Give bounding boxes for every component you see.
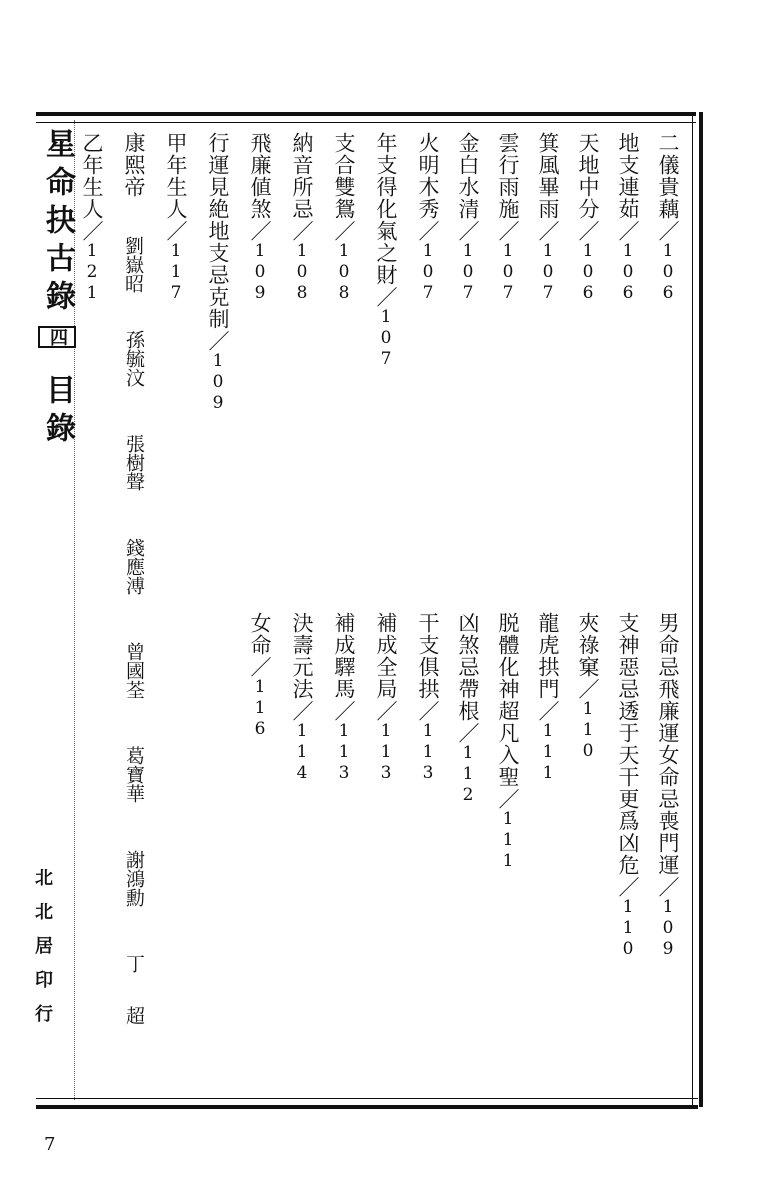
name-item: 超: [123, 1006, 145, 1025]
toc-entry: 天地中分／106: [576, 132, 600, 304]
toc-entry: 干支俱拱／113: [416, 612, 440, 784]
toc-entry: 凶煞忌帶根／112: [456, 612, 480, 806]
book-title: 星命抉古錄: [40, 128, 75, 318]
toc-entry: 康熙帝: [122, 132, 146, 198]
toc-entry: 龍虎拱門／111: [536, 612, 560, 784]
toc-entry: 女命／116: [248, 612, 272, 740]
name-item: 曾國荃: [123, 642, 145, 699]
toc-entry: 補成全局／113: [374, 612, 398, 784]
toc-entry: 二儀貴藕／106: [656, 132, 680, 304]
toc-entry: 地支連茹／106: [616, 132, 640, 304]
toc-entry: 乙年生人／121: [80, 132, 104, 304]
toc-entry: 支合雙鴛／108: [332, 132, 356, 304]
toc-entry: 支神惡忌透于天干更爲凶危／110: [616, 612, 640, 960]
frame-bottom-border: [36, 1098, 698, 1109]
name-item: 葛寶華: [123, 746, 145, 803]
page-number: 7: [44, 1134, 56, 1155]
name-item: 張樹聲: [123, 434, 145, 491]
frame-right-border: [692, 112, 703, 1107]
toc-entry: 男命忌飛廉運女命忌喪門運／109: [656, 612, 680, 960]
toc-entry: 脱體化神超凡入聖／111: [496, 612, 520, 872]
toc-entry: 決壽元法／114: [290, 612, 314, 784]
toc-entry: 納音所忌／108: [290, 132, 314, 304]
volume-mark: 四: [38, 326, 76, 348]
toc-entry: 補成驛馬／113: [332, 612, 356, 784]
names-column: 劉嶽昭: [122, 236, 144, 293]
frame-top-border: [36, 112, 696, 123]
toc-entry: 行運見絶地支忌克制／109: [206, 132, 230, 414]
toc-entry: 夾祿窠／110: [576, 612, 600, 762]
name-item: 謝鴻勳: [123, 850, 145, 907]
toc-entry: 雲行雨施／107: [496, 132, 520, 304]
toc-entry: 箕風畢雨／107: [536, 132, 560, 304]
toc-entry: 金白水清／107: [456, 132, 480, 304]
name-item: 錢應溥: [123, 538, 145, 595]
name-item: 孫毓汶: [123, 330, 145, 387]
publisher-imprint: 北北居印行: [32, 868, 53, 1038]
toc-entry: 年支得化氣之財／107: [374, 132, 398, 370]
toc-entry: 甲年生人／117: [164, 132, 188, 304]
toc-entry: 飛廉値煞／109: [248, 132, 272, 304]
section-title: 目錄: [40, 374, 75, 450]
toc-entry: 火明木秀／107: [416, 132, 440, 304]
name-item: 丁: [123, 954, 145, 973]
page-title: [38, 128, 76, 450]
